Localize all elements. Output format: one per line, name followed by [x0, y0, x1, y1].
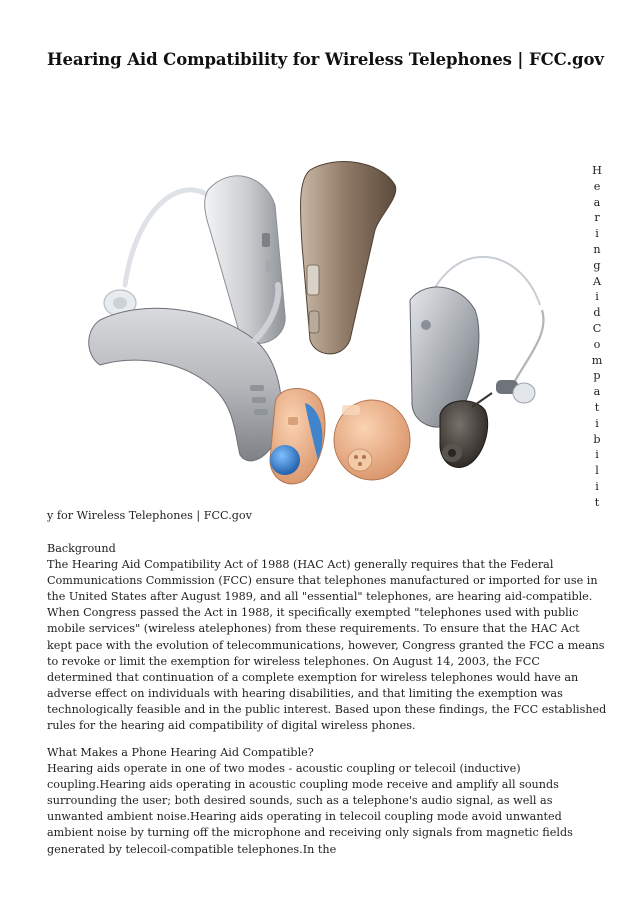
side-letter: d [593, 306, 601, 320]
side-letter: a [593, 385, 601, 399]
section-body: The Hearing Aid Compatibility Act of 1988 (HAC Act) generally requires that the Federal Communications Commission (FCC) ensure that telephones manufactured or imported for use in the United States after August 1989, and all "essential" telephones, are hearing aid-compatible. When Congress passed the Act in 1988, it specifically exempted "telephones used with public mobile services" (wireless atelephones) from these requirements. To ensure that the HAC Act kept pace with the evolution of telecommunications, however, Congress granted the FCC a means to revoke or limit the exemption for wireless telephones. On August 14, 2003, the FCC determined that continuation of a complete exemption for wireless telephones would have an adverse effect on individuals with hearing disabilities, and that limiting the exemption was technologically feasible and in the public interest. Based upon these findings, the FCC established rules for the hearing aid compatibility of digital wireless phones. [47, 558, 607, 733]
side-letter: A [592, 274, 602, 288]
side-letter: t [594, 495, 600, 509]
side-letter: i [595, 227, 599, 241]
page-title: Hearing Aid Compatibility for Wireless Telephones | FCC.gov [47, 50, 604, 69]
section-heading: What Makes a Phone Hearing Aid Compatible? [47, 746, 314, 759]
image-caption: y for Wireless Telephones | FCC.gov [47, 509, 252, 522]
side-letter: g [593, 258, 601, 272]
section-body: Hearing aids operate in one of two modes - acoustic coupling or telecoil (inductive) coupling.Hearing aids operating in acoustic coupling mode receive and amplify all sounds surrounding the user; both desired sounds, such as a telephone's audio signal, as well as unwanted ambient noise.Hearing aids operating in telecoil coupling mode avoid unwanted ambient noise by turning off the microphone and receiving only signals from magnetic fields generated by telecoil-compatible telephones.In the [47, 762, 573, 856]
side-letter: C [592, 321, 602, 335]
section-background [47, 541, 607, 734]
side-letter: e [593, 179, 601, 193]
side-letter: l [595, 464, 599, 478]
side-letter: i [595, 290, 599, 304]
side-letter: H [592, 164, 602, 177]
side-letter: o [593, 337, 601, 351]
side-letter: a [593, 195, 601, 209]
side-letter: i [595, 416, 599, 430]
side-vertical-text [590, 163, 604, 511]
side-letter: n [593, 242, 601, 256]
side-letter: i [595, 479, 599, 493]
side-letter: t [594, 400, 600, 414]
side-letter: m [591, 353, 603, 367]
side-letter: r [594, 211, 600, 225]
side-letter: b [593, 432, 601, 446]
side-letter: p [593, 369, 601, 383]
section-heading: Background [47, 542, 116, 555]
side-letter: i [595, 448, 599, 462]
hearing-aids-photo [80, 135, 580, 505]
section-compatibility [47, 745, 607, 858]
